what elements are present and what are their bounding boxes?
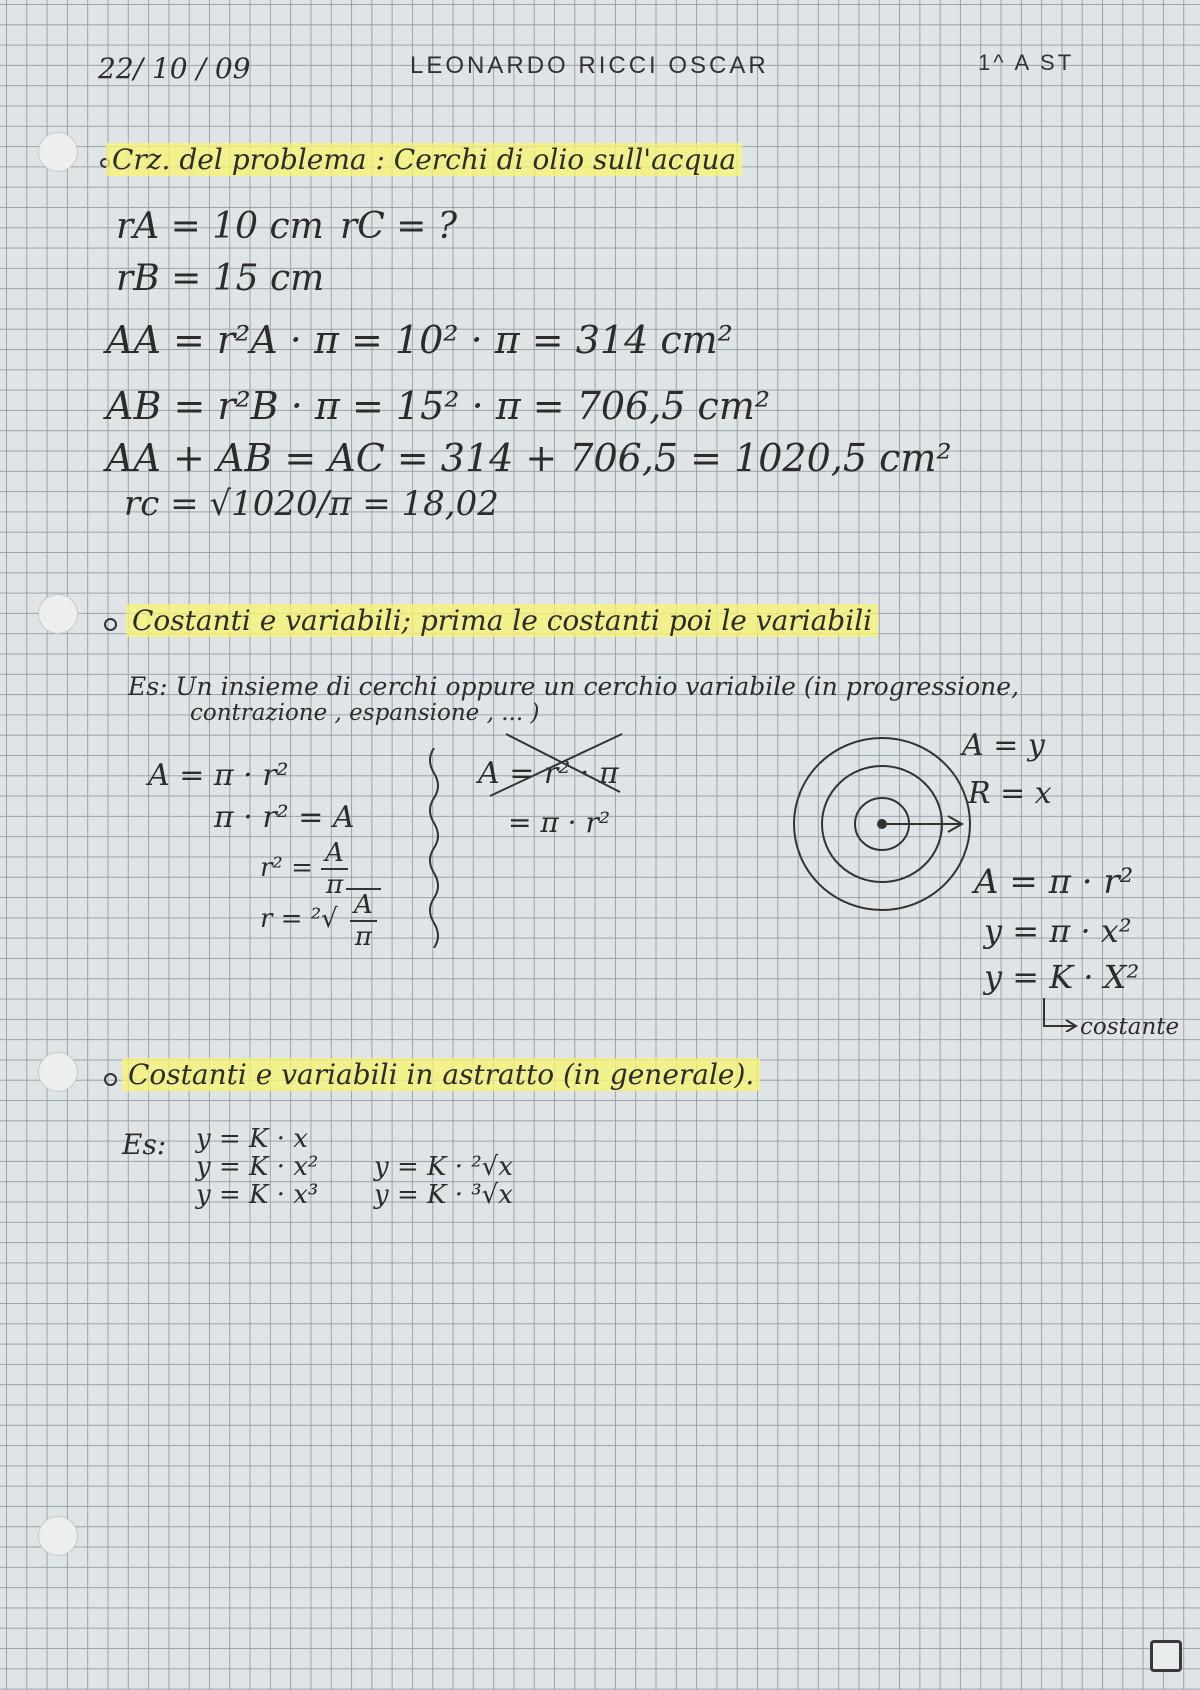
page-corner-tab (1150, 1640, 1182, 1672)
radius-b: rB = 15 cm (116, 258, 325, 299)
diagram-radius-label: R = x (968, 776, 1052, 811)
bullet-2 (104, 618, 117, 631)
r-squared-numerator: A (321, 838, 348, 870)
cubic-example: y = K · x³ (196, 1180, 319, 1210)
r-numerator: A (350, 890, 377, 922)
class-label: 1^ A ST (978, 50, 1075, 75)
radius-c: rC = ? (340, 206, 458, 247)
quadratic-example: y = K · x² (196, 1152, 319, 1182)
linear-example: y = K · x (196, 1124, 308, 1154)
r-squared-denominator: π (326, 870, 344, 900)
area-b-equation: AB = r²B · π = 15² · π = 706,5 cm² (106, 384, 771, 428)
r-fraction (346, 888, 381, 952)
section2-title: Costanti e variabili; prima le costanti poi le variabili (126, 604, 878, 637)
date: 22/ 10 / 09 (98, 52, 251, 85)
r-squared-label: r² = (260, 853, 313, 883)
section1-title: Crz. del problema : Cerchi di olio sull'acqua (106, 143, 742, 176)
binder-hole-2 (38, 594, 78, 634)
binder-hole-4 (38, 1516, 78, 1556)
binder-hole-1 (38, 132, 78, 172)
cube-root-example: y = K · ³√x (374, 1180, 513, 1210)
square-root-example: y = K · ²√x (374, 1152, 513, 1182)
radius-c-result: rc = √1020/π = 18,02 (124, 484, 499, 524)
area-a-equation: AA = r²A · π = 10² · π = 314 cm² (106, 318, 733, 362)
student-name: LEONARDO RICCI OSCAR (410, 52, 769, 79)
general-formula-2: y = π · x² (984, 912, 1132, 950)
example-line-1: Es: Un insieme di cerchi oppure un cerchio variabile (in progressione, (128, 672, 1020, 701)
bullet-3 (104, 1073, 117, 1086)
formula-r (260, 888, 381, 952)
radius-a: rA = 10 cm (116, 206, 324, 247)
cross-out-mark (486, 728, 626, 800)
formula-area: A = π · r² (148, 758, 289, 793)
formula-swap: π · r² = A (214, 800, 355, 835)
rewritten-equation: = π · r² (508, 806, 611, 839)
costante-note: costante (1080, 1014, 1180, 1040)
general-formula-3: y = K · X² (984, 958, 1140, 996)
example-label: Es: (122, 1128, 167, 1161)
binder-hole-3 (38, 1052, 78, 1092)
costante-pointer (1040, 998, 1080, 1032)
r-label: r = ²√ (260, 904, 338, 934)
example-line-2: contrazione , espansione , ... ) (190, 700, 540, 726)
r-denominator: π (354, 922, 372, 952)
wavy-separator (424, 748, 444, 948)
general-formula-1: A = π · r² (974, 862, 1134, 902)
crossed-equation: A = r² · π (478, 756, 619, 791)
section3-title: Costanti e variabili in astratto (in generale). (122, 1058, 760, 1091)
diagram-area-label: A = y (962, 728, 1045, 763)
concentric-circles-diagram (784, 726, 984, 922)
area-sum-equation: AA + AB = AC = 314 + 706,5 = 1020,5 cm² (106, 436, 952, 480)
